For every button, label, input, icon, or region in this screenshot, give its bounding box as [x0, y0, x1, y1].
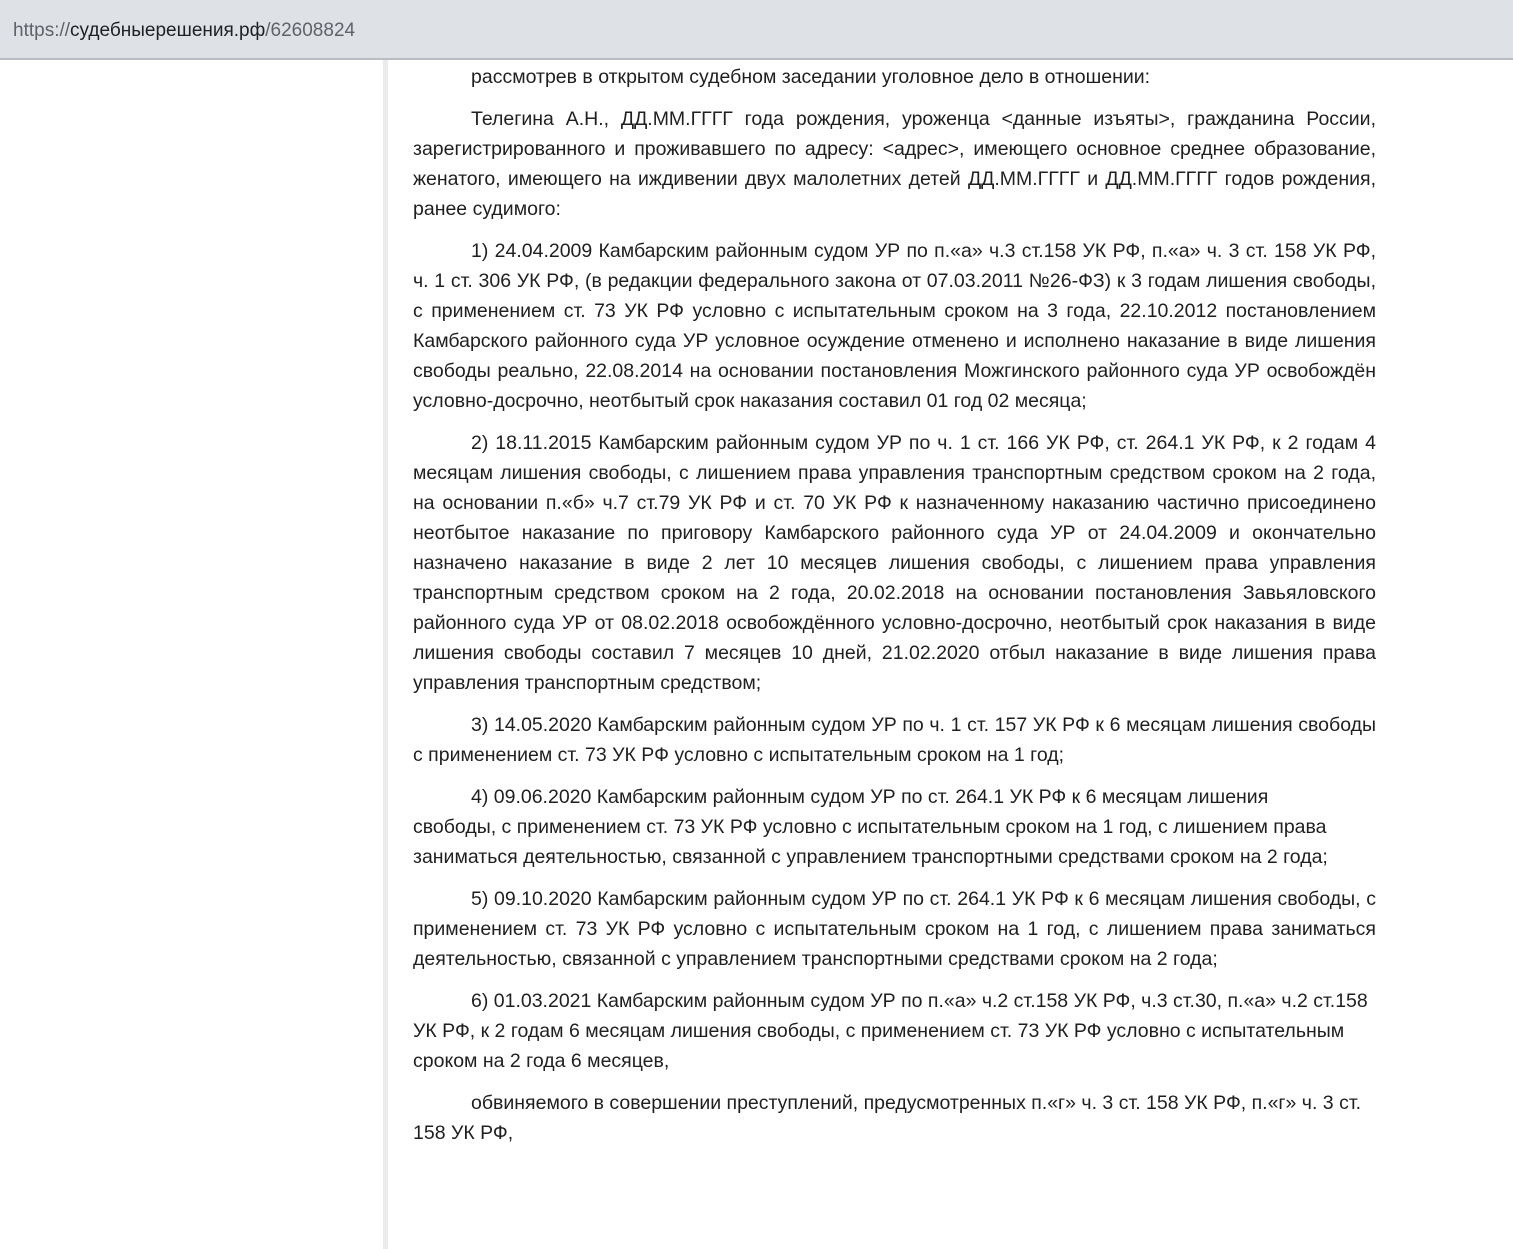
paragraph-conviction-4: 4) 09.06.2020 Камбарским районным судом УР по ст. 264.1 УК РФ к 6 месяцам лишения свободы, с применением ст. 73 УК РФ условно с испытательным сроком на 1 год, с лишением права заниматься деятельностью, связанной с управлением транспортными средствами сроком на 2 года;: [413, 786, 1328, 868]
paragraph-intro: рассмотрев в открытом судебном заседании уголовное дело в отношении:: [471, 66, 1151, 88]
url-text[interactable]: [13, 19, 355, 43]
paragraph-defendant: Телегина А.Н., ДД.ММ.ГГГГ года рождения, уроженца <данные изъяты>, гражданина России, зарегистрированного и проживавшего по адресу: <адрес>, имеющего основное среднее образование, женатого, имеющего на иждивении двух малолетних детей ДД.ММ.ГГГГ и ДД.ММ.ГГГГ годов рождения, ранее судимого:: [413, 108, 1376, 220]
column-divider: [383, 60, 388, 1249]
paragraph-conviction-2: 2) 18.11.2015 Камбарским районным судом УР по ч. 1 ст. 166 УК РФ, ст. 264.1 УК РФ, к 2 годам 4 месяцам лишения свободы, с лишением права управления транспортным средством сроком на 2 года, на основании п.«б» ч.7 ст.79 УК РФ и ст. 70 УК РФ к назначенному наказанию частично присоединено неотбытое наказание по приговору Камбарского районного суда УР от 24.04.2009 и окончательно назначено наказание в виде 2 лет 10 месяцев лишения свободы, с лишением права управления транспортным средством сроком на 2 года, 20.02.2018 на основании постановления Завьяловского районного суда УР от 08.02.2018 освобождённого условно-досрочно, неотбытый срок наказания в виде лишения свободы составил 7 месяцев 10 дней, 21.02.2020 отбыл наказание в виде лишения права управления транспортным средством;: [413, 432, 1376, 694]
url-scheme: https://: [13, 20, 71, 41]
document-text: [413, 62, 1376, 1160]
paragraph-charges: обвиняемого в совершении преступлений, предусмотренных п.«г» ч. 3 ст. 158 УК РФ, п.«г» ч. 3 ст. 158 УК РФ,: [413, 1092, 1362, 1144]
paragraph-conviction-6: 6) 01.03.2021 Камбарским районным судом УР по п.«а» ч.2 ст.158 УК РФ, ч.3 ст.30, п.«а» ч.2 ст.158 УК РФ, к 2 годам 6 месяцам лишения свободы, с применением ст. 73 УК РФ условно с испытательным сроком на 2 года 6 месяцев,: [413, 990, 1368, 1072]
paragraph-conviction-3: 3) 14.05.2020 Камбарским районным судом УР по ч. 1 ст. 157 УК РФ к 6 месяцам лишения свободы с применением ст. 73 УК РФ условно с испытательным сроком на 1 год;: [413, 714, 1376, 766]
paragraph-conviction-1: 1) 24.04.2009 Камбарским районным судом УР по п.«а» ч.3 ст.158 УК РФ, п.«а» ч. 3 ст. 158 УК РФ, ч. 1 ст. 306 УК РФ, (в редакции федерального закона от 07.03.2011 №26-ФЗ) к 3 годам лишения свободы, с применением ст. 73 УК РФ условно с испытательным сроком на 3 года, 22.10.2012 постановлением Камбарского районного суда УР условное осуждение отменено и исполнено наказание в виде лишения свободы реально, 22.08.2014 на основании постановления Можгинского районного суда УР освобождён условно-досрочно, неотбытый срок наказания составил 01 год 02 месяца;: [413, 240, 1376, 412]
url-path: /62608824: [265, 20, 356, 41]
left-gutter: [0, 60, 383, 1249]
paragraph-conviction-5: 5) 09.10.2020 Камбарским районным судом УР по ст. 264.1 УК РФ к 6 месяцам лишения свободы, с применением ст. 73 УК РФ условно с испытательным сроком на 1 год, с лишением права заниматься деятельностью, связанной с управлением транспортными средствами сроком на 2 года;: [413, 888, 1376, 970]
url-host: судебныерешения.рф: [70, 20, 266, 41]
address-bar[interactable]: [0, 0, 1513, 60]
